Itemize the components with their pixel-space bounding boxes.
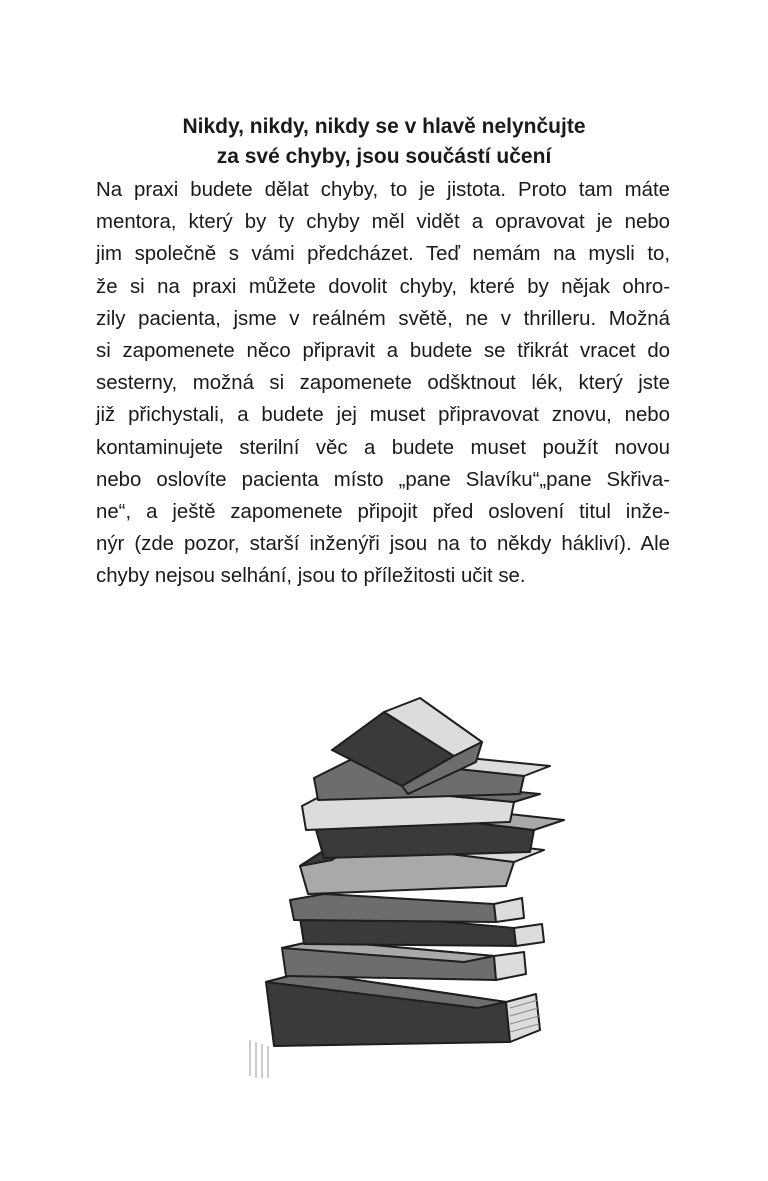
paragraph-line: nebo oslovíte pacienta místo „pane Slavíku“„pane Skřiva- <box>96 468 670 491</box>
heading-line-1: Nikdy, nikdy, nikdy se v hlavě nelynčujte <box>182 115 586 138</box>
paragraph-line: kontaminujete sterilní věc a budete muset použít novou <box>96 436 670 459</box>
paragraph-line: že si na praxi můžete dovolit chyby, které by nějak ohro- <box>96 275 670 298</box>
paragraph-line: zily pacienta, jsme v reálném světě, ne v thrilleru. Možná <box>96 307 670 330</box>
book-stack-icon <box>244 690 570 1080</box>
paragraph-line: ne“, a ještě zapomenete připojit před oslovení titul inže- <box>96 500 670 523</box>
paragraph-line: již přichystali, a budete jej muset připravovat znovu, nebo <box>96 404 670 427</box>
heading-line-2: za své chyby, jsou součástí učení <box>216 145 552 168</box>
paragraph-line: si zapomenete něco připravit a budete se třikrát vracet do <box>96 339 670 362</box>
body-paragraph <box>96 174 670 592</box>
paragraph-line: jim společně s vámi předcházet. Teď nemám na mysli to, <box>96 243 670 266</box>
paragraph-line: mentora, který by ty chyby měl vidět a opravovat je nebo <box>96 211 670 234</box>
paragraph-line: sesterny, možná si zapomenete odšktnout lék, který jste <box>96 372 670 395</box>
section-heading <box>96 112 672 172</box>
paragraph-line: chyby nejsou selhání, jsou to příležitosti učit se. <box>96 565 526 588</box>
paragraph-line: Na praxi budete dělat chyby, to je jistota. Proto tam máte <box>96 179 670 201</box>
paragraph-line: nýr (zde pozor, starší inženýři jsou na to někdy hákliví). Ale <box>96 533 670 556</box>
